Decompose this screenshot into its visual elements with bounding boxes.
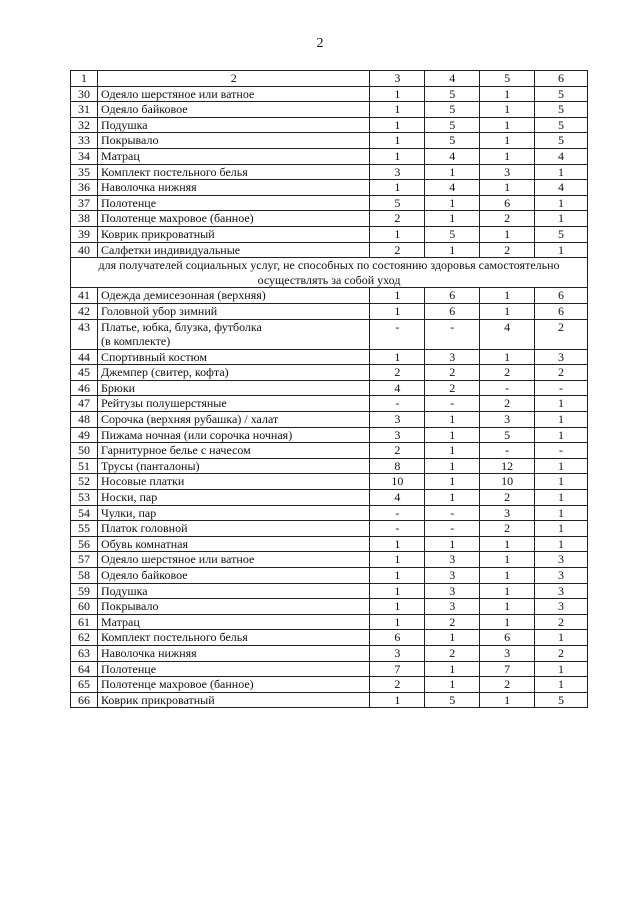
col4-value-cell: 5 (425, 117, 480, 133)
col4-value-cell: 6 (425, 288, 480, 304)
col3-value-cell: 2 (370, 365, 425, 381)
col6-value-cell: 2 (535, 645, 588, 661)
col6-value-cell: 1 (535, 195, 588, 211)
col5-value-cell: 3 (480, 505, 535, 521)
item-name-cell: Полотенце (97, 661, 369, 677)
row-number-cell: 61 (71, 614, 98, 630)
col5-value-cell: 1 (480, 614, 535, 630)
table-row (71, 180, 588, 196)
item-name-cell: Матрац (97, 614, 369, 630)
row-number-cell: 42 (71, 303, 98, 319)
row-number-cell: 65 (71, 677, 98, 693)
row-number-cell: 36 (71, 180, 98, 196)
row-number-cell: 66 (71, 692, 98, 708)
row-number-cell: 41 (71, 288, 98, 304)
col6-value-cell: - (535, 443, 588, 459)
norms-table (70, 70, 588, 708)
header-cell: 2 (97, 71, 369, 87)
col3-value-cell: 2 (370, 443, 425, 459)
row-number-cell: 59 (71, 583, 98, 599)
item-name-cell: Спортивный костюм (97, 349, 369, 365)
col6-value-cell: 1 (535, 412, 588, 428)
item-name-cell: Комплект постельного белья (97, 164, 369, 180)
col6-value-cell: 5 (535, 102, 588, 118)
col3-value-cell: 3 (370, 645, 425, 661)
col6-value-cell: 1 (535, 677, 588, 693)
col5-value-cell: 6 (480, 195, 535, 211)
item-name-cell: Комплект постельного белья (97, 630, 369, 646)
item-name-cell: Чулки, пар (97, 505, 369, 521)
col3-value-cell: 8 (370, 458, 425, 474)
item-name-cell: Обувь комнатная (97, 536, 369, 552)
row-number-cell: 40 (71, 242, 98, 258)
header-cell: 1 (71, 71, 98, 87)
row-number-cell: 55 (71, 521, 98, 537)
col4-value-cell: 2 (425, 380, 480, 396)
row-number-cell: 52 (71, 474, 98, 490)
row-number-cell: 60 (71, 599, 98, 615)
table-row (71, 536, 588, 552)
row-number-cell: 47 (71, 396, 98, 412)
table-row (71, 490, 588, 506)
item-name-cell: Джемпер (свитер, кофта) (97, 365, 369, 381)
col6-value-cell: 1 (535, 536, 588, 552)
col6-value-cell: 5 (535, 133, 588, 149)
col5-value-cell: 1 (480, 583, 535, 599)
col5-value-cell: 4 (480, 319, 535, 349)
col4-value-cell: 1 (425, 164, 480, 180)
col4-value-cell: 5 (425, 86, 480, 102)
col4-value-cell: 6 (425, 303, 480, 319)
col5-value-cell: 2 (480, 490, 535, 506)
col4-value-cell: 3 (425, 599, 480, 615)
col3-value-cell: 1 (370, 599, 425, 615)
col5-value-cell: 1 (480, 552, 535, 568)
col4-value-cell: 1 (425, 677, 480, 693)
col5-value-cell: 2 (480, 365, 535, 381)
col3-value-cell: - (370, 396, 425, 412)
col6-value-cell: 5 (535, 86, 588, 102)
item-name-cell: Одеяло шерстяное или ватное (97, 86, 369, 102)
item-name-cell: Трусы (панталоны) (97, 458, 369, 474)
item-name-cell: Одеяло байковое (97, 568, 369, 584)
row-number-cell: 50 (71, 443, 98, 459)
col3-value-cell: 1 (370, 86, 425, 102)
col4-value-cell: 1 (425, 474, 480, 490)
col6-value-cell: 2 (535, 614, 588, 630)
item-name-cell: Одежда демисезонная (верхняя) (97, 288, 369, 304)
col4-value-cell: - (425, 521, 480, 537)
col5-value-cell: 3 (480, 164, 535, 180)
col5-value-cell: 2 (480, 677, 535, 693)
row-number-cell: 64 (71, 661, 98, 677)
col5-value-cell: 3 (480, 645, 535, 661)
item-name-cell: Полотенце махровое (банное) (97, 211, 369, 227)
col6-value-cell: 2 (535, 365, 588, 381)
table-row (71, 568, 588, 584)
col3-value-cell: 1 (370, 133, 425, 149)
header-cell: 6 (535, 71, 588, 87)
col5-value-cell: - (480, 380, 535, 396)
row-number-cell: 51 (71, 458, 98, 474)
col4-value-cell: 4 (425, 180, 480, 196)
col4-value-cell: 1 (425, 211, 480, 227)
col6-value-cell: 4 (535, 180, 588, 196)
row-number-cell: 63 (71, 645, 98, 661)
col3-value-cell: 4 (370, 380, 425, 396)
col5-value-cell: 1 (480, 692, 535, 708)
col5-value-cell: 12 (480, 458, 535, 474)
col6-value-cell: 3 (535, 583, 588, 599)
col3-value-cell: 1 (370, 614, 425, 630)
col3-value-cell: 1 (370, 117, 425, 133)
table-row (71, 443, 588, 459)
col3-value-cell: 6 (370, 630, 425, 646)
section-heading-group (71, 258, 588, 288)
table-row (71, 242, 588, 258)
col4-value-cell: 1 (425, 536, 480, 552)
row-number-cell: 33 (71, 133, 98, 149)
col4-value-cell: 5 (425, 133, 480, 149)
table-row (71, 458, 588, 474)
col4-value-cell: 1 (425, 458, 480, 474)
table-row (71, 552, 588, 568)
row-number-cell: 62 (71, 630, 98, 646)
header-cell: 5 (480, 71, 535, 87)
col4-value-cell: 5 (425, 102, 480, 118)
col5-value-cell: 1 (480, 599, 535, 615)
col5-value-cell: 1 (480, 180, 535, 196)
row-number-cell: 39 (71, 226, 98, 242)
item-name-cell: Носовые платки (97, 474, 369, 490)
col6-value-cell: 5 (535, 117, 588, 133)
item-name-cell: Рейтузы полушерстяные (97, 396, 369, 412)
col6-value-cell: 6 (535, 303, 588, 319)
col5-value-cell: 2 (480, 396, 535, 412)
col3-value-cell: 1 (370, 692, 425, 708)
col4-value-cell: 2 (425, 614, 480, 630)
col6-value-cell: 3 (535, 599, 588, 615)
item-name-cell: Гарнитурное белье с начесом (97, 443, 369, 459)
item-name-cell: Салфетки индивидуальные (97, 242, 369, 258)
item-name-cell: Одеяло шерстяное или ватное (97, 552, 369, 568)
table-row (71, 677, 588, 693)
col6-value-cell: 1 (535, 242, 588, 258)
table-row (71, 599, 588, 615)
row-number-cell: 57 (71, 552, 98, 568)
row-number-cell: 49 (71, 427, 98, 443)
col4-value-cell: 1 (425, 661, 480, 677)
col3-value-cell: 4 (370, 490, 425, 506)
col5-value-cell: 2 (480, 211, 535, 227)
table-row (71, 474, 588, 490)
col6-value-cell: 1 (535, 458, 588, 474)
table-row (71, 380, 588, 396)
item-name-cell: Носки, пар (97, 490, 369, 506)
col6-value-cell: 2 (535, 319, 588, 349)
row-number-cell: 56 (71, 536, 98, 552)
item-name-cell: Коврик прикроватный (97, 692, 369, 708)
item-name-cell: Головной убор зимний (97, 303, 369, 319)
col5-value-cell: 5 (480, 427, 535, 443)
col4-value-cell: 2 (425, 365, 480, 381)
table-row (71, 102, 588, 118)
col4-value-cell: 2 (425, 645, 480, 661)
col5-value-cell: 2 (480, 521, 535, 537)
col6-value-cell: 4 (535, 148, 588, 164)
col3-value-cell: - (370, 505, 425, 521)
table-row (71, 288, 588, 304)
col3-value-cell: - (370, 319, 425, 349)
table-row (71, 692, 588, 708)
item-name-cell: Покрывало (97, 599, 369, 615)
table-row (71, 303, 588, 319)
col4-value-cell: 1 (425, 490, 480, 506)
item-name-cell: Матрац (97, 148, 369, 164)
row-number-cell: 38 (71, 211, 98, 227)
item-name-cell: Полотенце махровое (банное) (97, 677, 369, 693)
table-row (71, 148, 588, 164)
col4-value-cell: 5 (425, 692, 480, 708)
col6-value-cell: 5 (535, 692, 588, 708)
col4-value-cell: 5 (425, 226, 480, 242)
col3-value-cell: 1 (370, 568, 425, 584)
section-heading: для получателей социальных услуг, не способных по состоянию здоровья самостоятельно осуществлять за собой уход (71, 258, 588, 288)
col6-value-cell: 1 (535, 427, 588, 443)
item-name-cell: Сорочка (верхняя рубашка) / халат (97, 412, 369, 428)
col5-value-cell: - (480, 443, 535, 459)
table-body-group-a (71, 86, 588, 258)
col4-value-cell: 4 (425, 148, 480, 164)
col6-value-cell: 6 (535, 288, 588, 304)
col5-value-cell: 1 (480, 303, 535, 319)
col5-value-cell: 3 (480, 412, 535, 428)
col5-value-cell: 6 (480, 630, 535, 646)
table-row (71, 164, 588, 180)
table-row (71, 211, 588, 227)
col4-value-cell: - (425, 319, 480, 349)
row-number-cell: 37 (71, 195, 98, 211)
col5-value-cell: 10 (480, 474, 535, 490)
table-row (71, 226, 588, 242)
row-number-cell: 53 (71, 490, 98, 506)
col5-value-cell: 1 (480, 133, 535, 149)
row-number-cell: 35 (71, 164, 98, 180)
table-header-row (71, 71, 588, 87)
col4-value-cell: - (425, 505, 480, 521)
item-name-cell: Подушка (97, 117, 369, 133)
col6-value-cell: 3 (535, 349, 588, 365)
row-number-cell: 44 (71, 349, 98, 365)
table-row (71, 349, 588, 365)
col3-value-cell: 1 (370, 583, 425, 599)
table-row (71, 412, 588, 428)
col6-value-cell: 1 (535, 396, 588, 412)
col5-value-cell: 1 (480, 86, 535, 102)
table-row (71, 195, 588, 211)
table-row (71, 427, 588, 443)
table-row (71, 661, 588, 677)
table-row (71, 86, 588, 102)
col3-value-cell: 5 (370, 195, 425, 211)
item-name-cell: Одеяло байковое (97, 102, 369, 118)
table-row (71, 583, 588, 599)
col6-value-cell: 1 (535, 661, 588, 677)
col3-value-cell: 1 (370, 102, 425, 118)
col5-value-cell: 1 (480, 349, 535, 365)
col5-value-cell: 1 (480, 226, 535, 242)
item-name-cell: Наволочка нижняя (97, 180, 369, 196)
col3-value-cell: 2 (370, 211, 425, 227)
item-name-cell: Коврик прикроватный (97, 226, 369, 242)
table-row (71, 630, 588, 646)
col6-value-cell: 1 (535, 490, 588, 506)
col3-value-cell: 1 (370, 536, 425, 552)
col4-value-cell: 1 (425, 195, 480, 211)
row-number-cell: 48 (71, 412, 98, 428)
col4-value-cell: 1 (425, 242, 480, 258)
col4-value-cell: 1 (425, 427, 480, 443)
col5-value-cell: 1 (480, 536, 535, 552)
col5-value-cell: 1 (480, 288, 535, 304)
col3-value-cell: 1 (370, 303, 425, 319)
item-name-cell: Пижама ночная (или сорочка ночная) (97, 427, 369, 443)
col3-value-cell: 3 (370, 164, 425, 180)
col5-value-cell: 1 (480, 117, 535, 133)
item-name-cell: Наволочка нижняя (97, 645, 369, 661)
col3-value-cell: 1 (370, 552, 425, 568)
col4-value-cell: 3 (425, 568, 480, 584)
table-row (71, 133, 588, 149)
table-row (71, 521, 588, 537)
page-number: 2 (316, 36, 324, 51)
table-row (71, 505, 588, 521)
item-name-cell: Полотенце (97, 195, 369, 211)
col3-value-cell: 2 (370, 242, 425, 258)
col5-value-cell: 7 (480, 661, 535, 677)
row-number-cell: 32 (71, 117, 98, 133)
col3-value-cell: 3 (370, 412, 425, 428)
item-name-cell: Подушка (97, 583, 369, 599)
row-number-cell: 54 (71, 505, 98, 521)
row-number-cell: 43 (71, 319, 98, 349)
col3-value-cell: 1 (370, 180, 425, 196)
table-row (71, 365, 588, 381)
item-name-cell: Покрывало (97, 133, 369, 149)
col6-value-cell: 1 (535, 521, 588, 537)
col6-value-cell: 3 (535, 552, 588, 568)
col5-value-cell: 1 (480, 102, 535, 118)
row-number-cell: 30 (71, 86, 98, 102)
item-name-cell: Платье, юбка, блузка, футболка (в комплекте) (97, 319, 369, 349)
col6-value-cell: 5 (535, 226, 588, 242)
col6-value-cell: - (535, 380, 588, 396)
col3-value-cell: 1 (370, 288, 425, 304)
col6-value-cell: 1 (535, 211, 588, 227)
col6-value-cell: 1 (535, 164, 588, 180)
row-number-cell: 34 (71, 148, 98, 164)
header-cell: 4 (425, 71, 480, 87)
section-heading-row (71, 258, 588, 288)
table-row (71, 396, 588, 412)
col6-value-cell: 3 (535, 568, 588, 584)
col4-value-cell: 3 (425, 349, 480, 365)
table-row (71, 614, 588, 630)
col3-value-cell: 2 (370, 677, 425, 693)
row-number-cell: 31 (71, 102, 98, 118)
col6-value-cell: 1 (535, 630, 588, 646)
col4-value-cell: 1 (425, 443, 480, 459)
header-cell: 3 (370, 71, 425, 87)
col3-value-cell: 1 (370, 148, 425, 164)
col5-value-cell: 1 (480, 148, 535, 164)
table-row (71, 645, 588, 661)
col3-value-cell: 1 (370, 226, 425, 242)
col4-value-cell: 1 (425, 412, 480, 428)
row-number-cell: 45 (71, 365, 98, 381)
table-row (71, 117, 588, 133)
row-number-cell: 46 (71, 380, 98, 396)
col6-value-cell: 1 (535, 505, 588, 521)
col3-value-cell: 10 (370, 474, 425, 490)
col3-value-cell: 1 (370, 349, 425, 365)
col4-value-cell: - (425, 396, 480, 412)
item-name-cell: Брюки (97, 380, 369, 396)
col4-value-cell: 3 (425, 552, 480, 568)
col6-value-cell: 1 (535, 474, 588, 490)
col3-value-cell: 7 (370, 661, 425, 677)
col4-value-cell: 1 (425, 630, 480, 646)
table-body-group-b (71, 288, 588, 708)
item-name-cell: Платок головной (97, 521, 369, 537)
row-number-cell: 58 (71, 568, 98, 584)
table-row (71, 319, 588, 349)
col3-value-cell: 3 (370, 427, 425, 443)
col4-value-cell: 3 (425, 583, 480, 599)
col5-value-cell: 2 (480, 242, 535, 258)
col3-value-cell: - (370, 521, 425, 537)
col5-value-cell: 1 (480, 568, 535, 584)
